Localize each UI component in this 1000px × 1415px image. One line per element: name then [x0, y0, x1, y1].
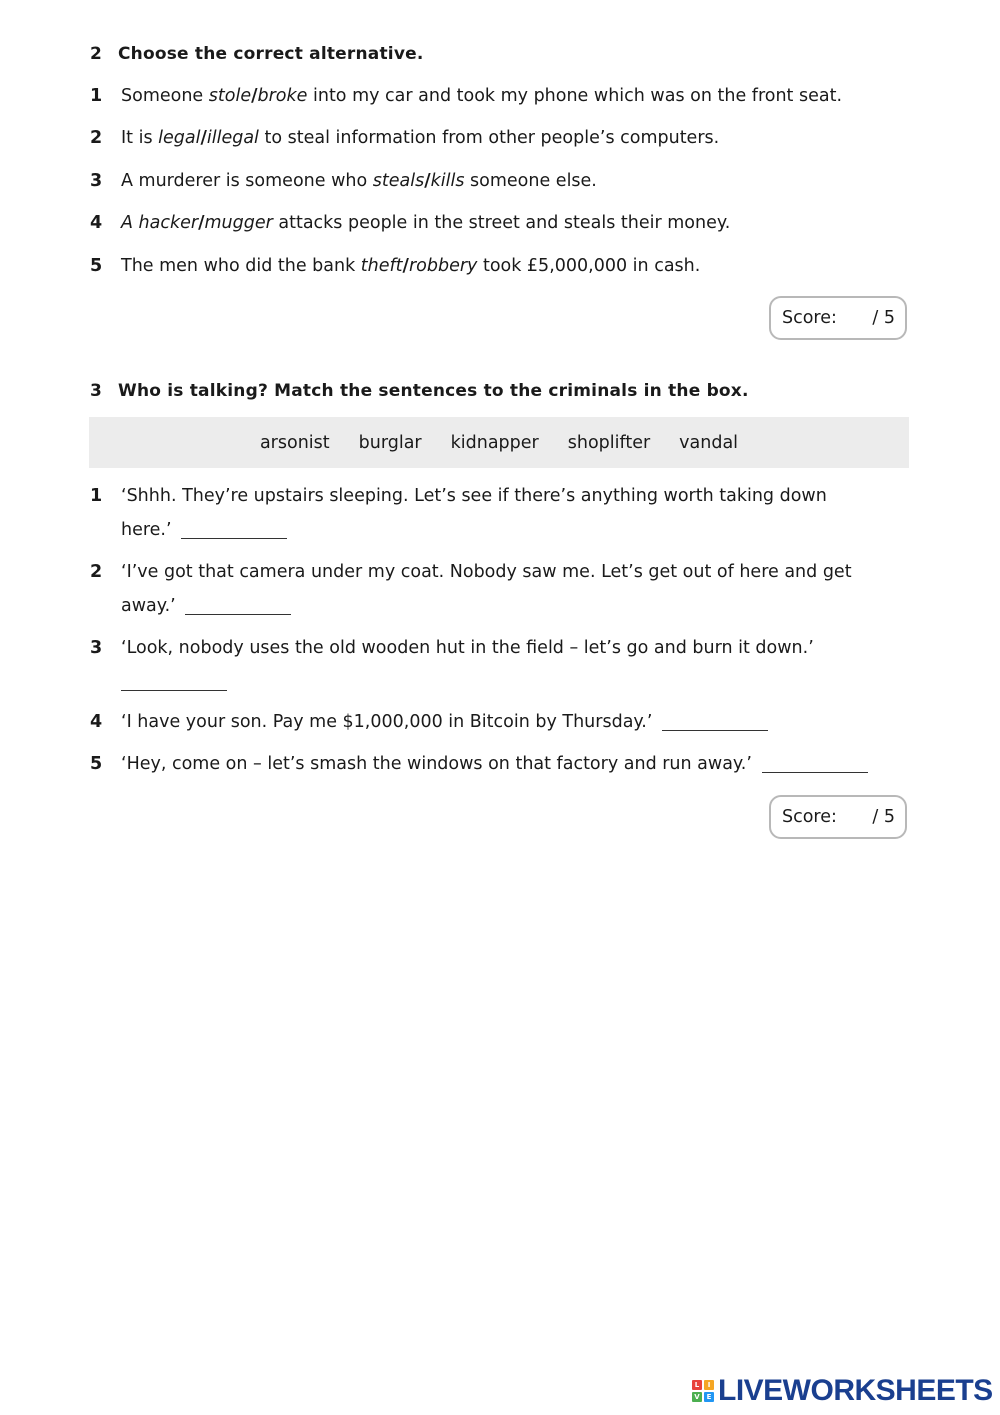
option-2[interactable]: illegal [206, 128, 259, 148]
score-label: Score: [782, 308, 837, 328]
question-item [90, 705, 910, 739]
score-box [769, 795, 907, 839]
option-separator: / [251, 86, 258, 106]
word-option: vandal [679, 432, 739, 453]
logo-blocks-icon [692, 1380, 714, 1402]
section-3-heading [90, 381, 749, 401]
score-box [769, 296, 907, 340]
question-item [90, 249, 910, 283]
option-2[interactable]: broke [257, 86, 308, 106]
option-1[interactable]: legal [158, 128, 201, 148]
sentence-line: here.’ [121, 520, 172, 540]
question-item [90, 121, 910, 155]
question-number: 1 [90, 86, 103, 106]
question-item [90, 555, 910, 623]
answer-blank[interactable] [662, 729, 768, 731]
logo-text: LIVEWORKSHEETS [718, 1374, 993, 1407]
logo-block: L [692, 1380, 702, 1390]
question-text: The men who did the bank [121, 256, 361, 276]
answer-blank[interactable] [181, 537, 287, 539]
question-text: Someone [121, 86, 209, 106]
word-option: kidnapper [450, 432, 539, 453]
logo-block: I [704, 1380, 714, 1390]
question-text: someone else. [464, 171, 597, 191]
logo-block: E [704, 1392, 714, 1402]
option-2[interactable]: kills [430, 171, 465, 191]
question-item [90, 747, 910, 781]
question-number: 5 [90, 256, 103, 276]
option-1[interactable]: stole [208, 86, 252, 106]
score-max: / 5 [872, 308, 895, 328]
question-item [90, 479, 910, 547]
question-number: 4 [90, 712, 103, 732]
option-1[interactable]: steals [372, 171, 425, 191]
section-2-heading [90, 44, 424, 64]
answer-blank[interactable] [185, 613, 291, 615]
answer-blank[interactable] [762, 771, 868, 773]
option-separator: / [402, 256, 409, 276]
question-text: It is [121, 128, 159, 148]
question-text: A murderer is someone who [121, 171, 373, 191]
option-separator: / [198, 213, 205, 233]
sentence-line: ‘Hey, come on – let’s smash the windows on that factory and run away.’ [121, 754, 752, 774]
question-item [90, 164, 910, 198]
option-2[interactable]: mugger [204, 213, 273, 233]
option-1[interactable]: A hacker [121, 213, 199, 233]
sentence-line: away.’ [121, 596, 176, 616]
question-number: 2 [90, 128, 103, 148]
score-label: Score: [782, 807, 837, 827]
sentence-line: ‘I have your son. Pay me $1,000,000 in Bitcoin by Thursday.’ [121, 712, 653, 732]
logo-block: V [692, 1392, 702, 1402]
word-option: arsonist [259, 432, 330, 453]
answer-blank[interactable] [121, 689, 227, 691]
question-number: 1 [90, 486, 103, 506]
score-max: / 5 [872, 807, 895, 827]
section-number: 3 [90, 381, 103, 401]
option-separator: / [200, 128, 207, 148]
option-separator: / [424, 171, 431, 191]
section-number: 2 [90, 44, 103, 64]
question-text: took £5,000,000 in cash. [477, 256, 701, 276]
question-number: 5 [90, 754, 103, 774]
word-option: burglar [358, 432, 422, 453]
question-text: to steal information from other people’s computers. [258, 128, 720, 148]
word-option: shoplifter [567, 432, 651, 453]
liveworksheets-logo [692, 1376, 993, 1406]
question-number: 3 [90, 171, 103, 191]
section-title: Choose the correct alternative. [118, 44, 424, 64]
question-text: into my car and took my phone which was on the front seat. [307, 86, 843, 106]
question-number: 3 [90, 638, 103, 658]
question-text: attacks people in the street and steals their money. [272, 213, 731, 233]
question-number: 4 [90, 213, 103, 233]
sentence-line: ‘I’ve got that camera under my coat. Nobody saw me. Let’s get out of here and get [121, 562, 852, 582]
question-item [90, 79, 910, 113]
word-box [89, 417, 909, 468]
sentence-line: ‘Look, nobody uses the old wooden hut in the field – let’s go and burn it down.’ [121, 638, 814, 658]
question-item [90, 206, 910, 240]
question-number: 2 [90, 562, 103, 582]
question-item [90, 631, 910, 699]
section-title: Who is talking? Match the sentences to the criminals in the box. [118, 381, 749, 401]
sentence-line: ‘Shhh. They’re upstairs sleeping. Let’s see if there’s anything worth taking down [121, 486, 827, 506]
option-2[interactable]: robbery [408, 256, 478, 276]
option-1[interactable]: theft [360, 256, 403, 276]
